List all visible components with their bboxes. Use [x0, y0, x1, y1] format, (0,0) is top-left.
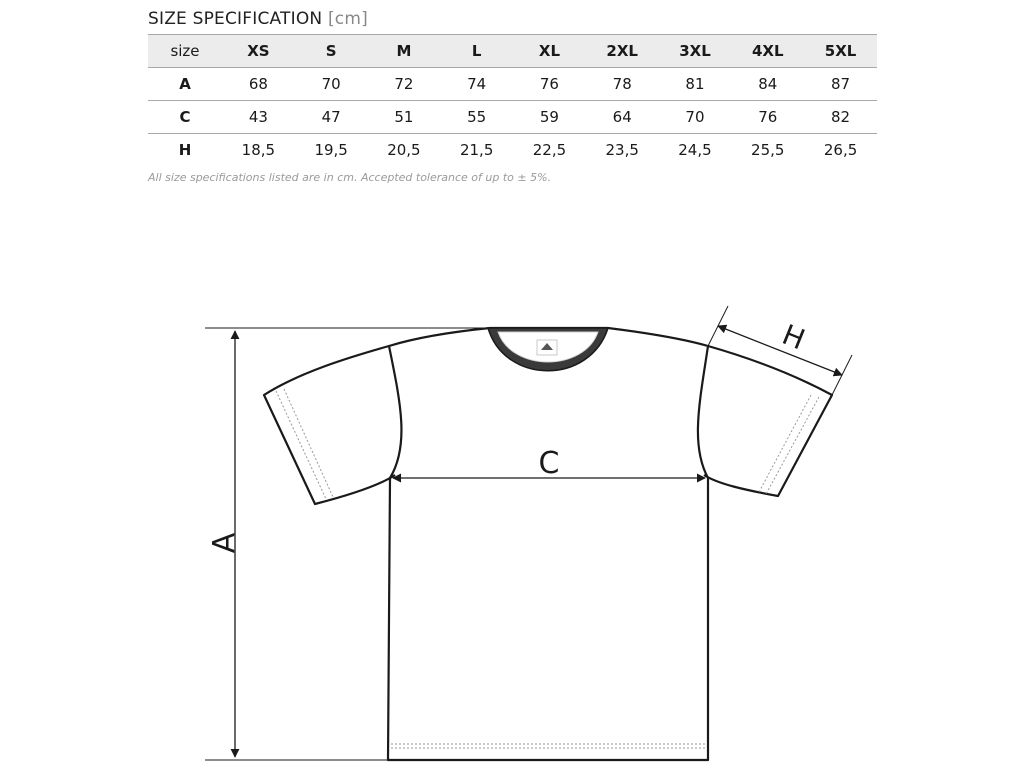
spec-title-main: SIZE SPECIFICATION: [148, 9, 323, 29]
table-cell: 64: [586, 101, 659, 134]
tshirt-outline: [264, 328, 832, 760]
table-cell: 47: [295, 101, 368, 134]
table-cell: 87: [804, 68, 877, 101]
table-header-cell: 4XL: [731, 35, 804, 68]
table-cell: 25,5: [751, 141, 785, 159]
table-header-cell: XL: [513, 35, 586, 68]
table-cell: 51: [368, 101, 441, 134]
table-header-cell: 3XL: [659, 35, 732, 68]
table-cell: 78: [586, 68, 659, 101]
table-cell: 21,5: [459, 141, 494, 159]
table-cell: 20,5: [387, 141, 421, 159]
table-cell: 84: [731, 68, 804, 101]
dimension-c-label: C: [538, 446, 560, 481]
table-header-cell: S: [295, 35, 368, 68]
right-sleeve: [704, 346, 832, 496]
table-header-cell: XS: [222, 35, 295, 68]
table-cell: 26,5: [823, 141, 858, 159]
tshirt-body: [388, 328, 708, 760]
table-cell: 72: [368, 68, 441, 101]
table-cell: 23,5: [605, 141, 639, 159]
table-header-cell: 5XL: [804, 35, 877, 68]
table-cell: 82: [804, 101, 877, 134]
dimension-a-label: A: [207, 532, 242, 554]
table-cell: 70: [659, 101, 732, 134]
table-cell: 18,5: [241, 141, 276, 159]
table-cell: 22,5: [532, 141, 567, 159]
table-row-label: C: [148, 101, 222, 134]
table-row-label: H: [178, 141, 192, 159]
table-cell: 76: [731, 101, 804, 134]
table-header-cell: L: [440, 35, 513, 68]
table-cell: 68: [222, 68, 295, 101]
table-row-label: A: [148, 68, 222, 101]
dimension-h: [708, 306, 852, 395]
table-cell: 70: [295, 68, 368, 101]
table-cell: 55: [440, 101, 513, 134]
collar: [488, 328, 608, 371]
table-cell: 43: [222, 101, 295, 134]
dimension-a: [205, 328, 488, 760]
spec-title-unit: [cm]: [327, 9, 368, 29]
table-cell: 19,5: [314, 141, 348, 159]
table-cell: 24,5: [678, 141, 712, 159]
table-header-cell: 2XL: [586, 35, 659, 68]
table-cell: 59: [513, 101, 586, 134]
table-cell: 74: [440, 68, 513, 101]
table-cell: 81: [659, 68, 732, 101]
tolerance-note: All size specifications listed are in cm. Accepted tolerance of up to ± 5%.: [148, 171, 552, 184]
table-cell: 76: [513, 68, 586, 101]
stitch-lines: [276, 389, 819, 748]
table-header-cell: size: [148, 35, 222, 68]
table-header-cell: M: [368, 35, 441, 68]
dimension-h-label: H: [777, 317, 810, 357]
left-sleeve: [264, 346, 395, 504]
